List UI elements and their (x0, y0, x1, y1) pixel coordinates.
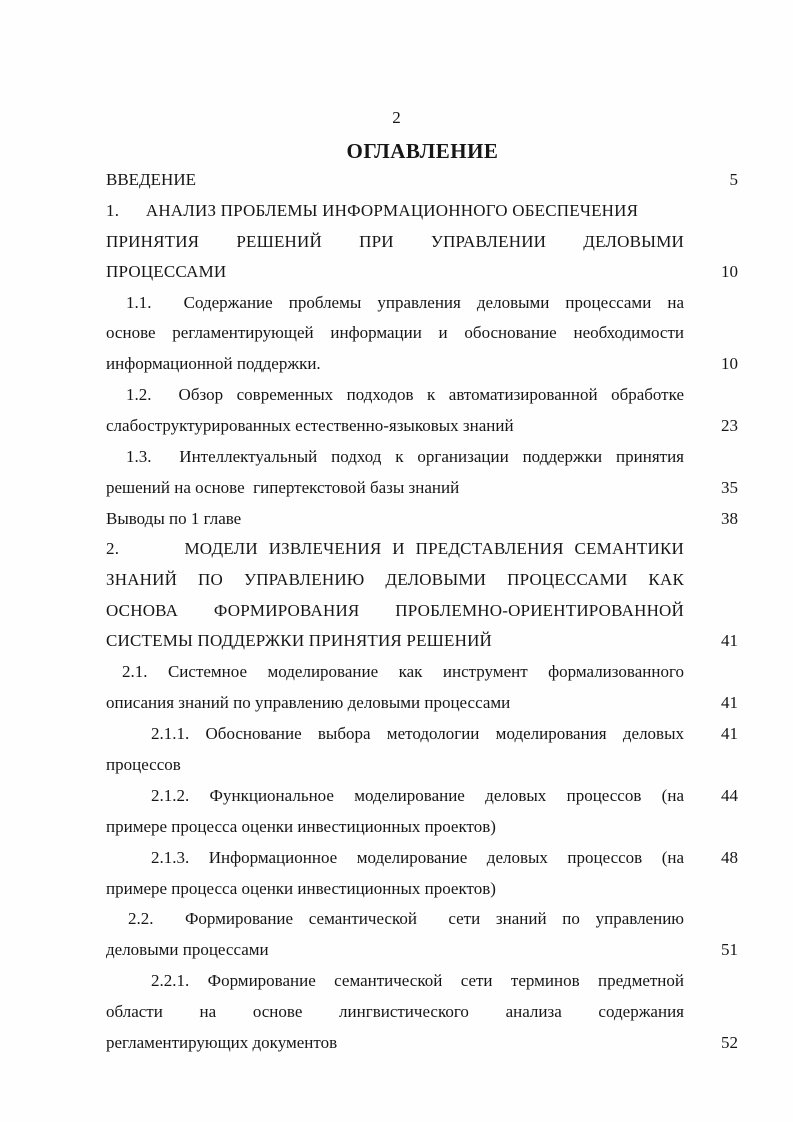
toc-s1-3-page: 35 (721, 478, 738, 497)
toc-ch1-page: 10 (721, 262, 738, 281)
toc-s2-2-1-line1: 2.2.1. Формирование семантической сети терминов предметной (151, 971, 684, 990)
toc-ch2-line1: 2. МОДЕЛИ ИЗВЛЕЧЕНИЯ И ПРЕДСТАВЛЕНИЯ СЕМАНТИКИ (106, 539, 684, 558)
toc-ch2-page: 41 (721, 631, 738, 650)
toc-s2-1-1-page: 41 (721, 724, 738, 743)
toc-s2-1-2-page: 44 (721, 786, 738, 805)
toc-s1-1-page: 10 (721, 354, 738, 373)
toc-s1-3-line2: решений на основе гипертекстовой базы знаний (106, 478, 460, 497)
toc-s2-2-1-line3: регламентирующих документов (106, 1033, 338, 1052)
toc-s2-2-page: 51 (721, 940, 738, 959)
toc-intro-page: 5 (729, 170, 738, 189)
toc-ch2-line4: СИСТЕМЫ ПОДДЕРЖКИ ПРИНЯТИЯ РЕШЕНИЙ (106, 631, 493, 650)
toc-s2-1-3-line1: 2.1.3. Информационное моделирование деловых процессов (на (151, 848, 684, 867)
toc-conclusions-1-text: Выводы по 1 главе (106, 509, 242, 528)
toc-s2-1-3-line2: примере процесса оценки инвестиционных проектов) (106, 879, 496, 898)
toc-ch2-line3: ОСНОВА ФОРМИРОВАНИЯ ПРОБЛЕМНО-ОРИЕНТИРОВАННОЙ (106, 601, 684, 620)
toc-s2-1-page: 41 (721, 693, 738, 712)
toc-s1-2-page: 23 (721, 416, 738, 435)
toc-s2-1-line2: описания знаний по управлению деловыми процессами (106, 693, 511, 712)
page-title: ОГЛАВЛЕНИЕ (346, 139, 499, 163)
toc-s2-1-2-line2: примере процесса оценки инвестиционных проектов) (106, 817, 496, 836)
toc-s1-1-line2: основе регламентирующей информации и обоснование необходимости (106, 323, 684, 342)
toc-s2-1-line1: 2.1. Системное моделирование как инструмент формализованного (122, 662, 684, 681)
toc-s1-1-line1: 1.1. Содержание проблемы управления деловыми процессами на (126, 293, 684, 312)
toc-conclusions-1-page: 38 (721, 509, 738, 528)
toc-s1-1-line3: информационной поддержки. (106, 354, 321, 373)
toc-ch2-line2: ЗНАНИЙ ПО УПРАВЛЕНИЮ ДЕЛОВЫМИ ПРОЦЕССАМИ КАК (106, 570, 684, 589)
toc-s2-2-line1: 2.2. Формирование семантической сети знаний по управлению (128, 909, 684, 928)
toc-s1-2-line2: слабоструктурированных естественно-языковых знаний (106, 416, 514, 435)
page-number: 2 (392, 108, 401, 127)
toc-s2-2-1-line2: области на основе лингвистического анализа содержания (106, 1002, 684, 1021)
toc-s2-1-1-line2: процессов (106, 755, 181, 774)
toc-ch1-line2: ПРИНЯТИЯ РЕШЕНИЙ ПРИ УПРАВЛЕНИИ ДЕЛОВЫМИ (106, 232, 684, 251)
toc-s1-3-line1: 1.3. Интеллектуальный подход к организации поддержки принятия (126, 447, 684, 466)
toc-s2-1-3-page: 48 (721, 848, 738, 867)
toc-intro-text: ВВЕДЕНИЕ (106, 170, 196, 189)
toc-s2-1-1-line1: 2.1.1. Обоснование выбора методологии моделирования деловых (151, 724, 684, 743)
toc-s2-1-2-line1: 2.1.2. Функциональное моделирование деловых процессов (на (151, 786, 684, 805)
toc-ch1-line3: ПРОЦЕССАМИ (106, 262, 227, 281)
toc-s2-2-line2: деловыми процессами (106, 940, 269, 959)
toc-s1-2-line1: 1.2. Обзор современных подходов к автоматизированной обработке (126, 385, 684, 404)
toc-ch1-line1: 1. АНАЛИЗ ПРОБЛЕМЫ ИНФОРМАЦИОННОГО ОБЕСПЕЧЕНИЯ (106, 201, 639, 220)
toc-s2-2-1-page: 52 (721, 1033, 738, 1052)
